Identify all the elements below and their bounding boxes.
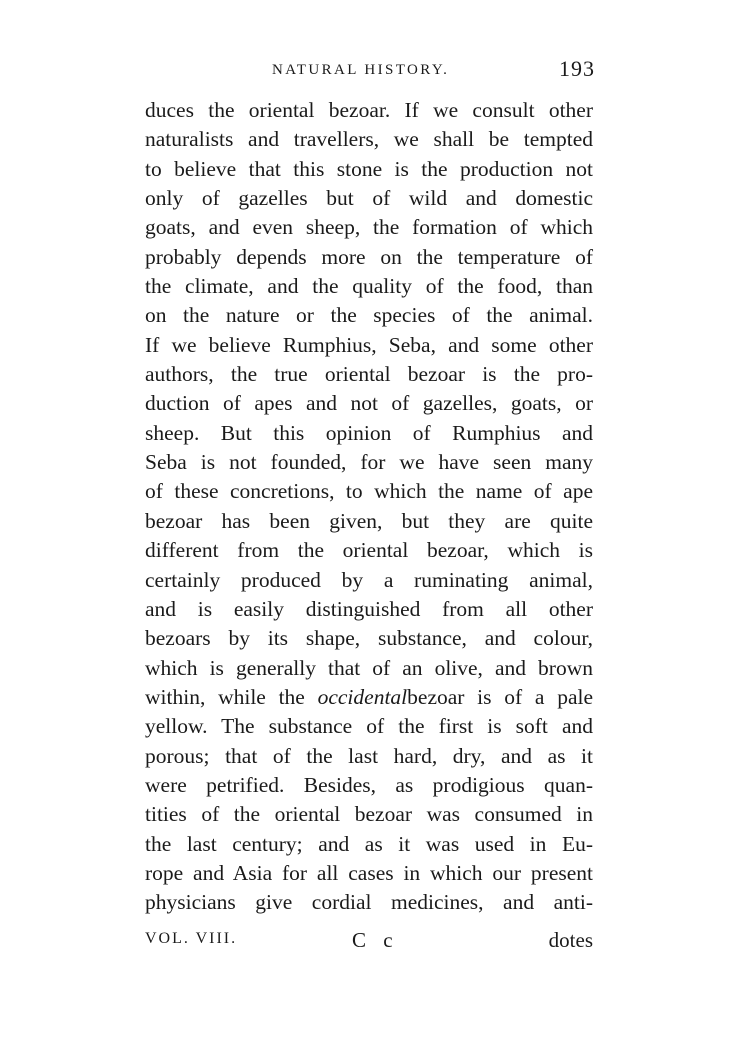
text-line: only of gazelles but of wild and domestic (145, 186, 593, 211)
text-line: duction of apes and not of gazelles, goats, or (145, 391, 593, 416)
text-line: to believe that this stone is the production not (145, 156, 593, 181)
text-line: the climate, and the quality of the food, than (145, 274, 593, 299)
text-line: rope and Asia for all cases in which our present (145, 860, 593, 885)
text-line: authors, the true oriental bezoar is the pro- (145, 362, 593, 387)
text-line: sheep. But this opinion of Rumphius and (145, 420, 593, 445)
text-line: yellow. The substance of the first is soft and (145, 714, 593, 739)
text-line: naturalists and travellers, we shall be tempted (145, 127, 593, 152)
running-title: NATURAL HISTORY. (272, 62, 450, 78)
text-line: which is generally that of an olive, and brown (145, 655, 593, 680)
text-line-with-italic (145, 683, 593, 712)
text-line: Seba is not founded, for we have seen many (145, 450, 593, 475)
running-head (145, 58, 595, 88)
text-line: physicians give cordial medicines, and anti- (145, 890, 593, 915)
text-line: of these concretions, to which the name of ape (145, 479, 593, 504)
text-line: on the nature or the species of the animal. (145, 303, 593, 328)
text-fragment: bezoar is of a pale (407, 684, 594, 709)
text-line: certainly produced by a ruminating animal, (145, 567, 593, 592)
body-text (145, 96, 593, 918)
signature-mark: C c (352, 928, 399, 952)
text-line: probably depends more on the temperature of (145, 244, 593, 269)
italic-word: occidental (317, 684, 408, 709)
text-line: and is easily distinguished from all other (145, 596, 593, 621)
text-fragment: within, while the (145, 684, 305, 709)
text-line: the last century; and as it was used in Eu- (145, 831, 593, 856)
page-footer (145, 928, 593, 958)
text-line: goats, and even sheep, the formation of which (145, 215, 593, 240)
text-line: bezoars by its shape, substance, and colour, (145, 626, 593, 651)
page-number: 193 (559, 56, 595, 81)
text-line: duces the oriental bezoar. If we consult other (145, 98, 593, 122)
text-line: porous; that of the last hard, dry, and as it (145, 743, 593, 768)
text-line: If we believe Rumphius, Seba, and some other (145, 332, 593, 357)
volume-label: VOL. VIII. (145, 930, 238, 947)
text-line: were petrified. Besides, as prodigious quan- (145, 772, 593, 797)
catchword: dotes (548, 928, 593, 952)
text-line: bezoar has been given, but they are quite (145, 508, 593, 533)
text-line: tities of the oriental bezoar was consumed in (145, 802, 593, 827)
text-line: different from the oriental bezoar, which is (145, 538, 593, 563)
